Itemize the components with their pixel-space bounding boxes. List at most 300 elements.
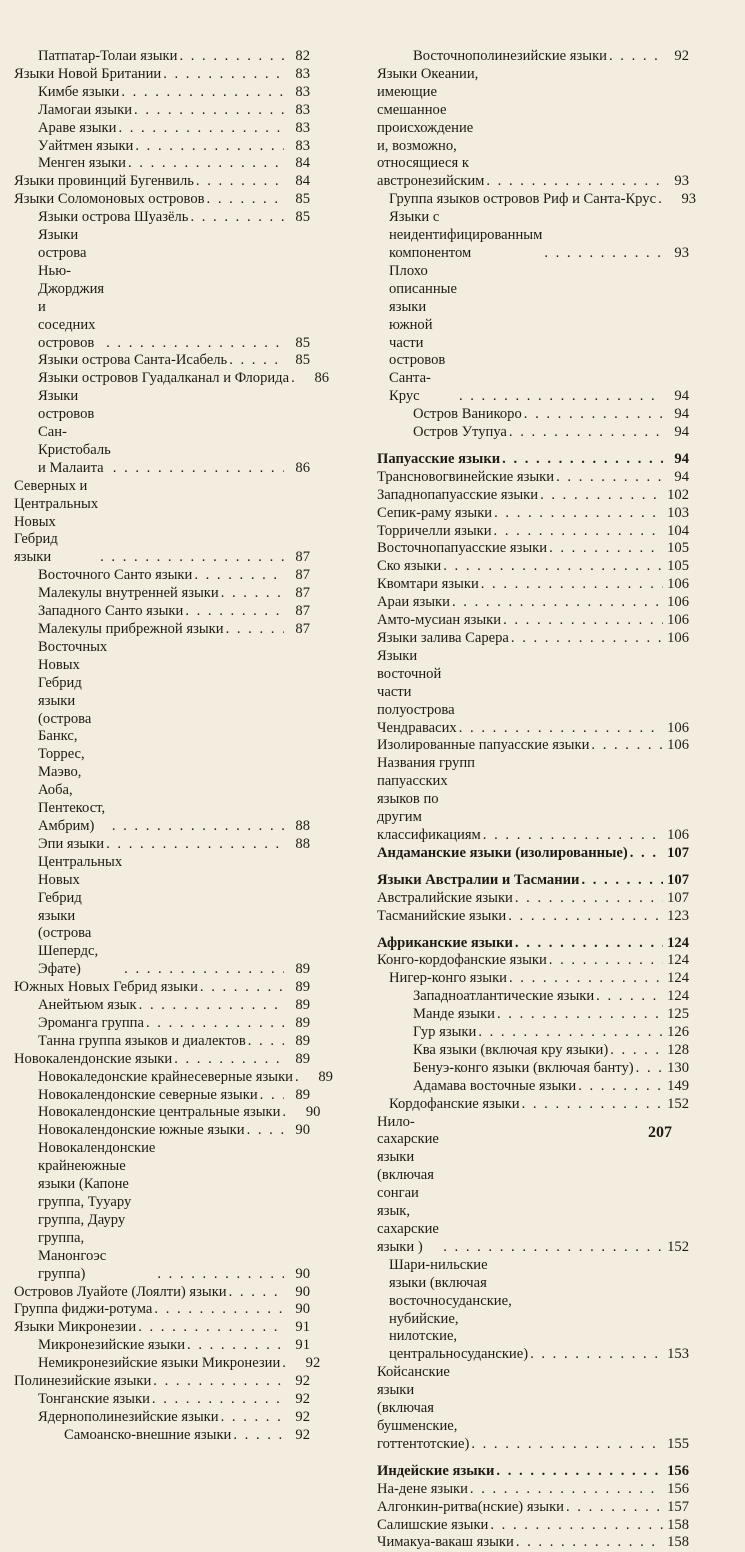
entry-title: Африканские языки — [377, 934, 513, 951]
entry-page-number: 152 — [667, 1238, 689, 1255]
index-entry — [14, 191, 310, 209]
entry-title: Языки островов Сан-Кристобаль и Малаита — [38, 388, 111, 476]
entry-title: Западнопапуасские языки — [377, 486, 539, 503]
index-entry — [377, 451, 689, 469]
entry-title: Араве языки — [38, 119, 117, 136]
entry-page-number: 156 — [667, 1480, 689, 1497]
index-entry — [377, 935, 689, 953]
entry-page-number: 89 — [295, 997, 310, 1014]
entry-title: Ламогаи языки — [38, 101, 133, 118]
entry-title: На-дене языки — [377, 1480, 468, 1497]
index-entry — [14, 979, 310, 997]
entry-title: Новокалендонские южные языки — [38, 1122, 245, 1139]
entry-page-number: 105 — [667, 558, 689, 575]
dot-leader — [494, 1463, 663, 1481]
entry-page-number: 83 — [295, 65, 310, 82]
index-entry — [14, 102, 310, 120]
index-entry — [14, 1015, 310, 1033]
index-entry — [377, 1463, 689, 1481]
entry-title: Ядернополинезийские языки — [38, 1408, 219, 1425]
entry-title: Языки провинций Бугенвиль — [14, 173, 194, 190]
entry-title: Островов Луайоте (Лоялти) языки — [14, 1283, 227, 1300]
entry-page-number: 94 — [674, 406, 689, 423]
dot-leader — [246, 1033, 284, 1051]
entry-page-number: 83 — [295, 101, 310, 118]
dot-leader — [227, 352, 284, 370]
index-entry — [377, 1499, 689, 1517]
index-entry — [14, 1033, 310, 1051]
index-entry — [14, 836, 310, 854]
entry-page-number: 89 — [295, 961, 310, 978]
entry-page-number: 126 — [667, 1024, 689, 1041]
entry-page-number: 89 — [295, 1050, 310, 1067]
dot-leader — [634, 1060, 663, 1078]
dot-leader — [506, 908, 663, 926]
entry-title: Полинезийские языки — [14, 1373, 152, 1390]
index-entry — [14, 997, 310, 1015]
entry-page-number: 106 — [667, 826, 689, 843]
index-entry — [377, 191, 697, 209]
entry-title: Тонганские языки — [38, 1390, 150, 1407]
entry-title: Северных и Центральных Новых Гебрид языки — [14, 477, 99, 566]
entry-page-number: 87 — [295, 585, 310, 602]
entry-title: Нило-сахарские языки (включая сонгаи язык, сахарские языки ) — [377, 1113, 439, 1255]
index-entry — [14, 370, 330, 388]
entry-title: Нигер-конго языки — [389, 970, 507, 987]
entry-page-number: 93 — [674, 173, 689, 190]
index-entry — [377, 845, 689, 863]
entry-page-number: 124 — [667, 970, 689, 987]
index-entry — [377, 630, 689, 648]
entry-title: Языки восточной части полуострова Чендравасих — [377, 647, 457, 736]
index-entry — [377, 612, 689, 630]
entry-title: Шари-нильские языки (включая восточносуданские, нубийские, нилотские, центральносуданские) — [389, 1256, 529, 1363]
dot-leader — [450, 594, 663, 612]
entry-title: Бенуэ-конго языки (включая банту) — [413, 1059, 634, 1076]
entry-title: Ско языки — [377, 558, 442, 575]
entry-page-number: 85 — [295, 191, 310, 208]
dot-leader — [205, 191, 284, 209]
entry-page-number: 84 — [295, 173, 310, 190]
index-entry — [14, 1319, 310, 1337]
index-entry — [14, 1337, 310, 1355]
index-entry — [377, 263, 689, 406]
entry-page-number: 87 — [295, 567, 310, 584]
dot-leader — [547, 952, 663, 970]
entry-page-number: 125 — [667, 1006, 689, 1023]
entry-page-number: 124 — [667, 952, 689, 969]
entry-page-number: 91 — [295, 1337, 310, 1354]
entry-page-number: 93 — [681, 191, 697, 208]
entry-page-number: 89 — [295, 1014, 310, 1031]
entry-page-number: 149 — [667, 1077, 689, 1094]
index-entry — [14, 84, 310, 102]
entry-title: Малекулы внутренней языки — [38, 585, 219, 602]
index-entry — [14, 639, 310, 836]
entry-title: Языки Океании, имеющие смешанное происхождение и, возможно, относящиеся к австронезийским — [377, 65, 485, 190]
index-entry — [377, 505, 689, 523]
index-entry — [377, 737, 689, 755]
entry-title: Араи языки — [377, 594, 450, 611]
index-entry — [14, 603, 310, 621]
entry-page-number: 92 — [674, 48, 689, 64]
entry-page-number: 84 — [295, 155, 310, 172]
entry-page-number: 90 — [305, 1104, 321, 1121]
entry-title: Группа языков островов Риф и Санта-Крус — [389, 191, 657, 208]
index-entry — [14, 173, 310, 191]
index-entry — [377, 1006, 689, 1024]
entry-page-number: 89 — [295, 1086, 310, 1103]
dot-leader — [607, 48, 663, 66]
dot-leader — [481, 827, 663, 845]
entry-page-number: 89 — [295, 1032, 310, 1049]
entry-title: Алгонкин-ритва(нские) языки — [377, 1498, 564, 1515]
dot-leader — [116, 120, 284, 138]
entry-page-number: 92 — [305, 1355, 321, 1372]
entry-page-number: 157 — [667, 1498, 689, 1515]
entry-page-number: 106 — [667, 630, 689, 646]
index-entry — [377, 469, 689, 487]
dot-leader — [133, 138, 284, 156]
dot-leader — [126, 155, 284, 173]
entry-page-number: 86 — [314, 370, 330, 387]
index-entry — [377, 1042, 689, 1060]
index-entry — [14, 155, 310, 173]
index-entry — [377, 487, 689, 505]
dot-leader — [194, 173, 284, 191]
entry-page-number: 94 — [674, 424, 689, 441]
entry-page-number: 153 — [667, 1346, 689, 1363]
dot-leader — [183, 603, 284, 621]
dot-leader — [219, 1409, 284, 1427]
entry-page-number: 85 — [295, 209, 310, 226]
dot-leader — [509, 630, 663, 648]
entry-page-number: 89 — [318, 1068, 333, 1085]
dot-leader — [538, 487, 663, 505]
index-entry — [14, 1373, 310, 1391]
entry-page-number: 106 — [667, 594, 689, 611]
entry-page-number: 86 — [295, 459, 310, 476]
entry-title: Ква языки (включая кру языки) — [413, 1041, 609, 1058]
entry-title: Языки Австралии и Тасмании — [377, 871, 580, 888]
entry-page-number: 94 — [674, 388, 689, 405]
index-entry — [14, 478, 310, 568]
dot-leader — [245, 1122, 284, 1140]
entry-title: Гур языки — [413, 1024, 477, 1041]
dot-leader — [628, 845, 663, 863]
index-entry — [377, 1096, 689, 1114]
dot-leader — [110, 818, 284, 836]
index-entry — [377, 755, 689, 845]
dot-leader — [547, 540, 663, 558]
dot-leader — [589, 737, 663, 755]
index-entry — [14, 1355, 321, 1373]
index-entry — [14, 1427, 310, 1445]
entry-title: Трансновогвинейские языки — [377, 468, 555, 485]
index-entry — [377, 1257, 689, 1364]
entry-page-number: 83 — [295, 137, 310, 154]
dot-leader — [98, 549, 284, 567]
entry-title: Салишские языки — [377, 1516, 489, 1533]
entry-title: Менген языки — [38, 155, 126, 172]
dot-leader — [554, 469, 663, 487]
dot-leader — [579, 872, 663, 890]
entry-page-number: 87 — [295, 549, 310, 566]
index-entry — [14, 585, 310, 603]
entry-title: Плохо описанные языки южной части островов Санта-Крус — [389, 262, 457, 405]
entry-title: Восточного Санто языки — [38, 567, 193, 584]
dot-leader — [155, 1266, 284, 1284]
index-entry — [377, 908, 689, 926]
index-entry — [14, 352, 310, 370]
dot-leader — [224, 621, 284, 639]
dot-leader — [111, 460, 284, 478]
entry-page-number: 106 — [667, 576, 689, 593]
entry-title: Центральных Новых Гебрид языки (острова Шепердс, Эфате) — [38, 853, 123, 978]
entry-page-number: 123 — [667, 907, 689, 924]
entry-title: Патпатар-Толаи языки — [38, 48, 178, 64]
entry-title: Квомтари языки — [377, 576, 479, 593]
entry-title: Кордофанские языки — [389, 1095, 520, 1112]
entry-title: Новокалендонские языки — [14, 1050, 173, 1067]
index-entry — [14, 567, 310, 585]
dot-leader — [293, 1069, 307, 1087]
entry-page-number: 158 — [667, 1534, 689, 1551]
entry-title: Малекулы прибрежной языки — [38, 621, 224, 637]
entry-title: Новокалендонские северные языки — [38, 1086, 258, 1103]
entry-page-number: 103 — [667, 504, 689, 521]
dot-leader — [468, 1481, 663, 1499]
index-entry — [14, 1104, 321, 1122]
entry-page-number: 85 — [295, 352, 310, 369]
dot-leader — [144, 1015, 284, 1033]
index-entry — [14, 48, 310, 66]
entry-page-number: 106 — [667, 737, 689, 754]
dot-leader — [177, 48, 284, 66]
entry-title: Остров Ваникоро — [413, 406, 522, 423]
dot-leader — [564, 1499, 663, 1517]
dot-leader — [656, 191, 670, 209]
index-entry — [377, 209, 689, 263]
page-number: 207 — [648, 1124, 672, 1141]
entry-page-number: 156 — [667, 1462, 689, 1479]
entry-title: Чимакуа-вакаш языки — [377, 1534, 514, 1551]
index-entry — [377, 988, 689, 1006]
index-entry — [377, 576, 689, 594]
entry-page-number: 90 — [295, 1283, 310, 1300]
dot-leader — [185, 1337, 284, 1355]
dot-leader — [495, 1006, 663, 1024]
index-entry — [377, 952, 689, 970]
index-entry — [377, 890, 689, 908]
entry-title: Австралийские языки — [377, 889, 513, 906]
entry-title: Названия групп папуасских языков по другим классификациям — [377, 755, 481, 843]
entry-title: Языки острова Санта-Исабель — [38, 352, 228, 369]
entry-title: Южных Новых Гебрид языки — [14, 979, 198, 996]
entry-title: Языки острова Нью-Джорджия и соседних островов — [38, 227, 105, 351]
entry-page-number: 89 — [295, 979, 310, 996]
entry-page-number: 92 — [295, 1373, 310, 1390]
entry-page-number: 88 — [295, 835, 310, 852]
index-entry — [14, 1140, 310, 1283]
entry-page-number: 90 — [295, 1301, 310, 1318]
dot-leader — [608, 1042, 663, 1060]
entry-title: Амто-мусиан языки — [377, 612, 502, 629]
entry-page-number: 94 — [674, 468, 689, 485]
index-entry — [14, 1409, 310, 1427]
index-entry — [377, 1364, 689, 1454]
entry-title: Восточных Новых Гебрид языки (острова Банкс, Торрес, Маэво, Аоба, Пентекост, Амбрим) — [38, 638, 108, 834]
entry-title: Западного Санто языки — [38, 603, 184, 620]
dot-leader — [151, 1373, 284, 1391]
dot-leader — [192, 567, 284, 585]
dot-leader — [219, 585, 284, 603]
dot-leader — [172, 1051, 284, 1069]
index-entry — [377, 1517, 689, 1535]
index-entry — [14, 1068, 333, 1087]
entry-page-number: 124 — [667, 934, 689, 951]
entry-title: Конго-кордофанские языки — [377, 952, 547, 969]
entry-page-number: 102 — [667, 486, 689, 503]
entry-page-number: 107 — [667, 844, 689, 861]
dot-leader — [513, 890, 663, 908]
index-entry — [377, 523, 689, 541]
entry-title: Танна группа языков и диалектов — [38, 1032, 246, 1049]
entry-page-number: 85 — [295, 334, 310, 351]
dot-leader — [492, 523, 663, 541]
dot-leader — [441, 1239, 663, 1257]
entry-title: Сепик-раму языки — [377, 504, 493, 521]
index-entry — [14, 209, 310, 227]
entry-title: Западноатлантические языки — [413, 988, 595, 1005]
dot-leader — [152, 1301, 284, 1319]
right-column — [377, 48, 697, 1552]
dot-leader — [150, 1391, 284, 1409]
entry-title: Языки Микронезии — [14, 1319, 137, 1336]
dot-leader — [594, 988, 663, 1006]
index-entry — [14, 227, 310, 352]
entry-title: Языки Новой Британии — [14, 65, 162, 82]
entry-title: Тасманийские языки — [377, 907, 507, 924]
dot-leader — [441, 558, 663, 576]
index-entry — [377, 872, 689, 890]
entry-title: Немикронезийские языки Микронезии — [38, 1355, 281, 1372]
entry-title: Самоанско-внешние языки — [64, 1426, 232, 1443]
entry-page-number: 83 — [295, 119, 310, 136]
entry-title: Койсанские языки (включая бушменские, готтентотские) — [377, 1364, 470, 1452]
entry-title: Новокалендонские крайнеюжные языки (Капоне группа, Тууару группа, Дауру группа, Манонгоэс группа) — [38, 1140, 156, 1282]
index-entry — [377, 540, 689, 558]
entry-page-number: 91 — [295, 1319, 310, 1336]
index-entry — [377, 970, 689, 988]
entry-title: Папуасские языки — [377, 450, 501, 467]
dot-leader — [457, 388, 663, 406]
entry-page-number: 107 — [667, 871, 689, 888]
entry-page-number: 128 — [667, 1041, 689, 1058]
index-entry — [14, 854, 310, 979]
dot-leader — [188, 209, 284, 227]
dot-leader — [104, 335, 284, 353]
dot-leader — [137, 997, 284, 1015]
dot-leader — [289, 370, 303, 388]
dot-leader — [476, 1024, 663, 1042]
entry-page-number: 92 — [295, 1390, 310, 1407]
index-entry — [14, 1122, 310, 1140]
entry-page-number: 90 — [295, 1265, 310, 1282]
entry-title: Торричелли языки — [377, 522, 492, 539]
index-entry — [377, 594, 689, 612]
entry-page-number: 92 — [295, 1408, 310, 1425]
entry-title: Языки Соломоновых островов — [14, 191, 205, 208]
entry-page-number: 88 — [295, 817, 310, 834]
entry-page-number: 92 — [295, 1426, 310, 1443]
entry-page-number: 82 — [295, 48, 310, 64]
dot-leader — [507, 970, 663, 988]
entry-page-number: 106 — [667, 719, 689, 736]
dot-leader — [231, 1427, 284, 1445]
entry-title: Андаманские языки (изолированные) — [377, 844, 628, 861]
entry-title: Уайтмен языки — [38, 137, 134, 154]
index-entry — [14, 1087, 310, 1105]
dot-leader — [136, 1319, 284, 1337]
entry-title: Эроманга группа — [38, 1014, 144, 1031]
index-entry — [14, 1284, 310, 1302]
entry-title: Изолированные папуасские языки — [377, 737, 590, 754]
index-entry — [377, 48, 689, 66]
entry-page-number: 130 — [667, 1059, 689, 1076]
index-entry — [377, 648, 689, 738]
dot-leader — [227, 1284, 284, 1302]
entry-title: Новокаледонские крайнесеверные языки — [38, 1068, 293, 1085]
index-entry — [377, 1060, 689, 1078]
entry-title: Кимбе языки — [38, 83, 120, 100]
dot-leader — [528, 1346, 663, 1364]
entry-title: Группа фиджи-ротума — [14, 1301, 153, 1318]
entry-page-number: 158 — [667, 1516, 689, 1533]
dot-leader — [457, 720, 663, 738]
entry-page-number: 107 — [667, 889, 689, 906]
entry-title: Микронезийские языки — [38, 1337, 186, 1354]
dot-leader — [484, 173, 663, 191]
index-entry — [377, 1481, 689, 1499]
entry-title: Остров Утупуа — [413, 424, 507, 441]
entry-title: Манде языки — [413, 1006, 495, 1023]
entry-title: Восточнопапуасские языки — [377, 540, 548, 557]
dot-leader — [469, 1436, 663, 1454]
dot-leader — [500, 451, 663, 469]
entry-title: Эпи языки — [38, 835, 105, 852]
dot-leader — [488, 1517, 663, 1535]
dot-leader — [161, 66, 284, 84]
index-entry — [14, 1391, 310, 1409]
index-entry — [14, 621, 310, 639]
dot-leader — [576, 1078, 663, 1096]
entry-page-number: 155 — [667, 1435, 689, 1452]
dot-leader — [514, 1534, 663, 1552]
dot-leader — [132, 102, 284, 120]
dot-leader — [104, 836, 284, 854]
index-entry — [377, 66, 689, 191]
entry-title: Языки острова Шуазёль — [38, 209, 189, 226]
dot-leader — [258, 1087, 284, 1105]
index-entry — [14, 1301, 310, 1319]
dot-leader — [492, 505, 663, 523]
entry-title: Анейтьюм язык — [38, 997, 137, 1014]
entry-title: Языки островов Гуадалканал и Флорида — [38, 370, 290, 387]
index-entry — [14, 66, 310, 84]
dot-leader — [507, 424, 663, 442]
entry-page-number: 90 — [295, 1122, 310, 1139]
